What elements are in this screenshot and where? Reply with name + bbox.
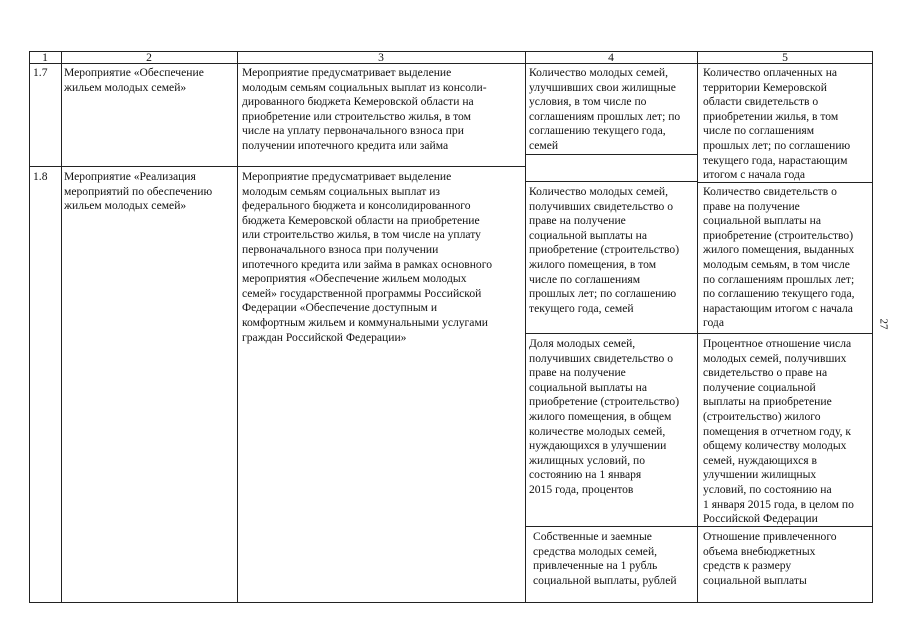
text-line: праве на получение xyxy=(529,366,626,380)
text-line: итогом с начала года xyxy=(703,168,806,182)
text-line: жилого помещения, выданных xyxy=(703,243,855,257)
text-line: 2015 года, процентов xyxy=(529,483,634,496)
text-line: получивших свидетельство о xyxy=(529,199,674,213)
text-line: Процентное отношение числа xyxy=(703,337,852,350)
text-line: Отношение привлеченного xyxy=(703,530,837,543)
text-line: числе на уплату первоначального взноса при xyxy=(242,124,464,138)
text-line: по соглашениям прошлых лет; xyxy=(703,272,855,286)
text-line: жильем молодых семей» xyxy=(64,199,187,213)
text-line: социальной выплаты, рублей xyxy=(533,573,677,587)
text-line: получении ипотечного кредита или займа xyxy=(242,139,449,152)
text-line: социальной выплаты xyxy=(703,573,807,587)
text-line: количестве молодых семей, xyxy=(529,424,666,438)
text-line: объема внебюджетных xyxy=(703,544,816,558)
text-line: или строительство жилья, в том числе на уплату xyxy=(242,228,481,242)
text-line: праве на получение xyxy=(529,214,626,228)
text-line: граждан Российской Федерации» xyxy=(242,330,407,344)
text-line: условий, по состоянию на xyxy=(703,483,832,496)
text-line: жилищных условий, по xyxy=(529,453,646,467)
text-line: семей xyxy=(529,139,559,152)
text-line: числе по соглашениям xyxy=(703,124,815,138)
row-number: 1.8 xyxy=(33,170,48,183)
text-line: первоначального взноса при получении xyxy=(242,243,439,256)
text-line: праве на получение xyxy=(703,199,800,213)
col-divider-4 xyxy=(697,51,698,603)
text-line: Федерации «Обеспечение доступным и xyxy=(242,301,438,315)
col-divider-2 xyxy=(237,51,238,603)
text-line: комфортным жильем и коммунальными услугами xyxy=(242,316,488,329)
text-line: жилого помещения, в том xyxy=(529,258,657,271)
text-line: текущего года, нарастающим xyxy=(703,153,848,167)
text-line: числе по соглашениям xyxy=(529,272,641,286)
text-line: прошлых лет; по соглашению xyxy=(529,287,677,301)
text-line: приобретение или строительство жилья, в том xyxy=(242,109,471,123)
text-line: соглашению текущего года, xyxy=(529,124,666,138)
indicator-3-top-border xyxy=(525,526,873,527)
text-line: средства молодых семей, xyxy=(533,544,658,558)
text-line: ипотечного кредита или займа в рамках основного xyxy=(242,257,492,271)
indicator-1-top-border xyxy=(525,181,697,182)
text-line: жильем молодых семей» xyxy=(64,80,187,94)
row-1-7-bottom-border-col4 xyxy=(525,154,697,155)
header-col-1: 1 xyxy=(42,51,48,64)
text-line: прошлых лет; по соглашению xyxy=(703,139,851,152)
text-line: Мероприятие «Реализация xyxy=(64,170,196,183)
header-col-2: 2 xyxy=(146,51,152,64)
text-line: Количество молодых семей, xyxy=(529,185,668,198)
page-number: 27 xyxy=(877,318,890,330)
text-line: по соглашению текущего года, xyxy=(703,287,855,301)
table-bottom-border xyxy=(29,602,873,603)
text-line: федерального бюджета и консолидированного xyxy=(242,199,471,213)
col-divider-1 xyxy=(61,51,62,603)
text-line: приобретение (строительство) xyxy=(703,228,854,242)
table-left-border xyxy=(29,51,30,603)
text-line: приобретение (строительство) xyxy=(529,243,680,257)
text-line: молодым семьям, в том числе xyxy=(703,258,850,271)
text-line: Мероприятие «Обеспечение xyxy=(64,66,204,79)
text-line: Российской Федерации xyxy=(703,512,818,526)
text-line: получение социальной xyxy=(703,380,816,394)
text-line: Мероприятие предусматривает выделение xyxy=(242,66,452,79)
text-line: Количество молодых семей, xyxy=(529,66,668,79)
text-line: мероприятий по обеспечению xyxy=(64,184,213,198)
text-line: дированного бюджета Кемеровской области на xyxy=(242,95,474,109)
text-line: молодых семей, получивших xyxy=(703,351,847,365)
text-line: приобретении жилья, в том xyxy=(703,109,839,123)
text-line: соглашениям прошлых лет; по xyxy=(529,109,681,123)
row-1-7-bottom-border-left xyxy=(29,166,525,167)
text-line: социальной выплаты на xyxy=(703,214,821,228)
text-line: 1 января 2015 года, в целом по xyxy=(703,497,854,511)
table-right-border xyxy=(872,51,873,603)
text-line: бюджета Кемеровской области на приобретение xyxy=(242,213,480,227)
text-line: социальной выплаты на xyxy=(529,380,647,394)
text-line: состоянию на 1 января xyxy=(529,468,642,482)
text-line: области свидетельств о xyxy=(703,95,819,109)
text-line: семей» государственной программы Российской xyxy=(242,286,482,300)
text-line: Собственные и заемные xyxy=(533,530,652,543)
text-line: улучшении жилищных xyxy=(703,468,817,482)
text-line: социальной выплаты на xyxy=(529,228,647,242)
text-line: молодым семьям социальных выплат из консоли- xyxy=(242,80,487,94)
header-col-3: 3 xyxy=(378,51,384,64)
text-line: помещения в отчетном году, к xyxy=(703,424,852,438)
text-line: Доля молодых семей, xyxy=(529,337,636,350)
text-line: приобретение (строительство) xyxy=(529,395,680,409)
text-line: условия, в том числе по xyxy=(529,95,647,109)
header-col-4: 4 xyxy=(608,51,614,64)
text-line: жилого помещения, в общем xyxy=(529,410,672,423)
text-line: года xyxy=(703,316,724,330)
text-line: общему количеству молодых xyxy=(703,439,847,453)
col-divider-3 xyxy=(525,51,526,603)
text-line: улучшивших свои жилищные xyxy=(529,80,676,94)
text-line: выплаты на приобретение xyxy=(703,395,832,409)
text-line: нарастающим итогом с начала xyxy=(703,301,853,315)
text-line: нуждающихся в улучшении xyxy=(529,439,667,453)
indicator-2-top-border xyxy=(525,333,873,334)
text-line: привлеченные на 1 рубль xyxy=(533,559,658,573)
text-line: Количество свидетельств о xyxy=(703,185,837,198)
text-line: средств к размеру xyxy=(703,559,792,573)
header-col-5: 5 xyxy=(782,51,788,64)
text-line: получивших свидетельство о xyxy=(529,351,674,365)
text-line: молодым семьям социальных выплат из xyxy=(242,184,440,198)
text-line: свидетельство о праве на xyxy=(703,366,828,380)
row-number: 1.7 xyxy=(33,66,48,79)
text-line: Количество оплаченных на xyxy=(703,66,838,79)
text-line: семей, нуждающихся в xyxy=(703,453,817,467)
text-line: (строительство) жилого xyxy=(703,410,821,423)
text-line: текущего года, семей xyxy=(529,301,634,315)
text-line: мероприятия «Обеспечение жильем молодых xyxy=(242,272,467,286)
text-line: Мероприятие предусматривает выделение xyxy=(242,170,452,183)
text-line: территории Кемеровской xyxy=(703,80,827,94)
